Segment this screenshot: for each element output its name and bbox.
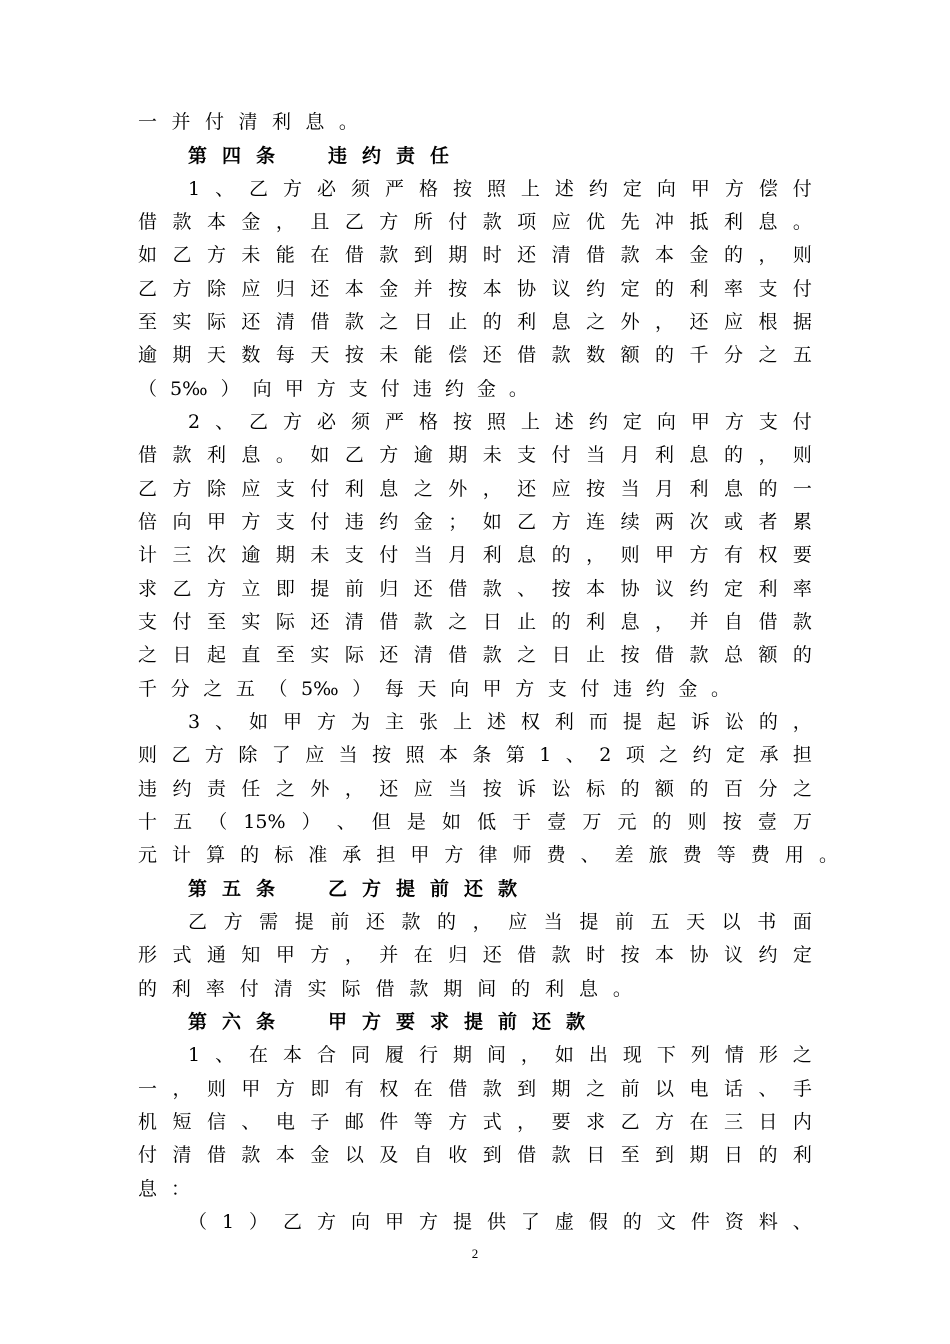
text-line: 机 短 信 、 电 子 邮 件 等 方 式 ， 要 求 乙 方 在 三 日 内 bbox=[138, 1111, 812, 1133]
article-heading bbox=[188, 1008, 600, 1036]
text-line: 1 、 乙 方 必 须 严 格 按 照 上 述 约 定 向 甲 方 偿 付 bbox=[188, 178, 812, 200]
text-line: 借 款 本 金 ， 且 乙 方 所 付 款 项 应 优 先 冲 抵 利 息 。 bbox=[138, 211, 812, 233]
text-line: 之 日 起 直 至 实 际 还 清 借 款 之 日 止 按 借 款 总 额 的 bbox=[138, 644, 812, 666]
article-heading bbox=[188, 875, 532, 903]
article-title: 违 约 责 任 bbox=[328, 145, 450, 167]
text-line: 息 ： bbox=[138, 1178, 190, 1200]
text-line: 至 实 际 还 清 借 款 之 日 止 的 利 息 之 外 ， 还 应 根 据 bbox=[138, 311, 812, 333]
article-title: 甲 方 要 求 提 前 还 款 bbox=[328, 1011, 586, 1033]
text-line: 十 五 （ 15% ） 、 但 是 如 低 于 壹 万 元 的 则 按 壹 万 bbox=[138, 811, 812, 833]
article-number: 第 四 条 bbox=[188, 145, 276, 167]
text-line: （ 1 ） 乙 方 向 甲 方 提 供 了 虚 假 的 文 件 资 料 、 bbox=[188, 1211, 812, 1233]
text-line: 违 约 责 任 之 外 ， 还 应 当 按 诉 讼 标 的 额 的 百 分 之 bbox=[138, 778, 812, 800]
page-number: 2 bbox=[471, 1246, 479, 1261]
article-title: 乙 方 提 前 还 款 bbox=[328, 878, 518, 900]
article-number: 第 五 条 bbox=[188, 878, 276, 900]
text-line: 元 计 算 的 标 准 承 担 甲 方 律 师 费 、 差 旅 费 等 费 用 。 bbox=[138, 844, 838, 866]
text-line: 3 、 如 甲 方 为 主 张 上 述 权 利 而 提 起 诉 讼 的 ， bbox=[188, 711, 812, 733]
text-line: 1 、 在 本 合 同 履 行 期 间 ， 如 出 现 下 列 情 形 之 bbox=[188, 1044, 812, 1066]
text-line: 乙 方 除 应 归 还 本 金 并 按 本 协 议 约 定 的 利 率 支 付 bbox=[138, 278, 812, 300]
text-line: 支 付 至 实 际 还 清 借 款 之 日 止 的 利 息 ， 并 自 借 款 bbox=[138, 611, 812, 633]
text-line: 则 乙 方 除 了 应 当 按 照 本 条 第 1 、 2 项 之 约 定 承 担 bbox=[138, 744, 812, 766]
text-line: 千 分 之 五 （ 5‰ ） 每 天 向 甲 方 支 付 违 约 金 。 bbox=[138, 678, 730, 700]
text-line: 付 清 借 款 本 金 以 及 自 收 到 借 款 日 至 到 期 日 的 利 bbox=[138, 1144, 812, 1166]
text-line: 求 乙 方 立 即 提 前 归 还 借 款 、 按 本 协 议 约 定 利 率 bbox=[138, 578, 812, 600]
text-line: 乙 方 需 提 前 还 款 的 ， 应 当 提 前 五 天 以 书 面 bbox=[188, 911, 812, 933]
text-line: 借 款 利 息 。 如 乙 方 逾 期 未 支 付 当 月 利 息 的 ， 则 bbox=[138, 444, 812, 466]
text-line: 一 ， 则 甲 方 即 有 权 在 借 款 到 期 之 前 以 电 话 、 手 bbox=[138, 1078, 812, 1100]
text-line: 形 式 通 知 甲 方 ， 并 在 归 还 借 款 时 按 本 协 议 约 定 bbox=[138, 944, 812, 966]
text-line: 乙 方 除 应 支 付 利 息 之 外 ， 还 应 按 当 月 利 息 的 一 bbox=[138, 478, 812, 500]
text-line: 2 、 乙 方 必 须 严 格 按 照 上 述 约 定 向 甲 方 支 付 bbox=[188, 411, 812, 433]
text-line: （ 5‰ ） 向 甲 方 支 付 违 约 金 。 bbox=[138, 378, 528, 400]
text-line: 倍 向 甲 方 支 付 违 约 金 ； 如 乙 方 连 续 两 次 或 者 累 bbox=[138, 511, 812, 533]
article-heading bbox=[188, 142, 464, 170]
text-line: 一 并 付 清 利 息 。 bbox=[138, 111, 358, 133]
text-line: 逾 期 天 数 每 天 按 未 能 偿 还 借 款 数 额 的 千 分 之 五 bbox=[138, 344, 812, 366]
text-line: 计 三 次 逾 期 未 支 付 当 月 利 息 的 ， 则 甲 方 有 权 要 bbox=[138, 544, 812, 566]
text-line: 的 利 率 付 清 实 际 借 款 期 间 的 利 息 。 bbox=[138, 978, 632, 1000]
text-line: 如 乙 方 未 能 在 借 款 到 期 时 还 清 借 款 本 金 的 ， 则 bbox=[138, 244, 812, 266]
article-number: 第 六 条 bbox=[188, 1011, 276, 1033]
